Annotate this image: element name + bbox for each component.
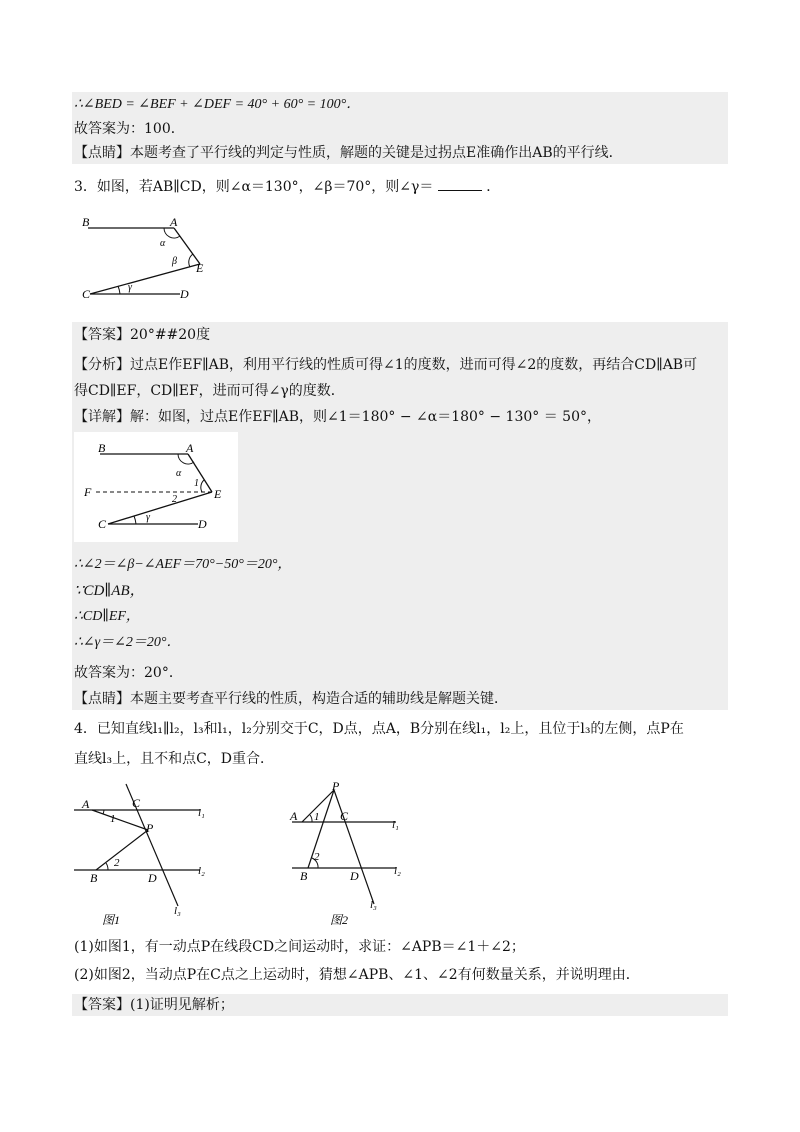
- q3-detail: 【详解】解：如图，过点E作EF∥AB，则∠1＝180° − ∠α＝180° − 130° ＝ 50°，: [74, 409, 601, 425]
- angle-1-arc: [310, 815, 312, 822]
- conclusion-line: ∴∠BED = ∠BEF + ∠DEF = 40° + 60° = 100°．: [74, 97, 361, 112]
- line-bp: [308, 790, 334, 868]
- label-l1: l₁: [198, 807, 205, 819]
- label-l3: l₃: [370, 899, 377, 911]
- q4-sub-2: (2)如图2，当动点P在C点之上运动时，猜想∠APB、∠1、∠2有何数量关系，并说明理由．: [74, 967, 640, 983]
- answer-blank: [438, 176, 482, 191]
- label-a: A: [170, 215, 178, 229]
- label-alpha: α: [176, 468, 182, 479]
- label-gamma: γ: [146, 512, 150, 523]
- label-a: A: [290, 809, 298, 823]
- q3-step-2: ∵CD∥AB，: [74, 583, 145, 599]
- q3-step-3: ∴CD∥EF，: [74, 609, 140, 624]
- label-1: 1: [194, 478, 199, 489]
- label-b: B: [90, 871, 98, 885]
- q3-analysis-2: 得CD∥EF，CD∥EF，进而可得∠γ的度数．: [74, 383, 345, 399]
- label-1: 1: [110, 813, 116, 825]
- label-l2: l₂: [198, 865, 205, 877]
- q3-dianjing: 【点睛】本题主要考查平行线的性质，构造合适的辅助线是解题关键．: [74, 691, 508, 707]
- label-b: B: [98, 441, 106, 455]
- q3-answer: 【答案】20°##20度: [74, 327, 211, 343]
- label-e: E: [196, 261, 204, 275]
- line-ce: [108, 492, 212, 524]
- gamma-arc: [118, 286, 120, 294]
- caption-fig2: 图2: [330, 913, 349, 927]
- q4-figure-1: [70, 780, 220, 930]
- label-b: B: [82, 215, 90, 229]
- label-1: 1: [314, 811, 320, 823]
- line-bp: [96, 830, 148, 870]
- angle-1-arc: [201, 480, 204, 492]
- angle-2-arc: [106, 863, 108, 870]
- label-gamma: γ: [128, 282, 132, 293]
- q4-figure-2: [288, 780, 418, 930]
- label-c: C: [98, 517, 107, 531]
- label-d: D: [148, 871, 157, 885]
- label-d: D: [198, 517, 207, 531]
- answer-line: 故答案为：100．: [74, 121, 185, 137]
- label-2: 2: [172, 494, 177, 505]
- label-e: E: [214, 487, 222, 501]
- caption-fig1: 图1: [102, 913, 121, 927]
- label-alpha: α: [160, 238, 166, 249]
- label-c: C: [340, 809, 349, 823]
- label-l2: l₂: [394, 865, 401, 877]
- label-p: P: [146, 821, 154, 835]
- q4-sub-1: (1)如图1，有一动点P在线段CD之间运动时，求证：∠APB＝∠1＋∠2；: [74, 939, 525, 955]
- q4-answer: 【答案】(1)证明见解析；: [74, 997, 234, 1013]
- label-c: C: [132, 796, 141, 810]
- label-d: D: [180, 287, 189, 301]
- label-a: A: [82, 797, 90, 811]
- label-b: B: [300, 869, 308, 883]
- label-a: A: [186, 441, 194, 455]
- label-c: C: [82, 287, 91, 301]
- label-f: F: [84, 485, 92, 499]
- label-2: 2: [314, 851, 320, 863]
- q3-step-1: ∴∠2＝∠β−∠AEF＝70°−50°＝20°，: [74, 557, 292, 572]
- line-ap: [92, 810, 148, 830]
- label-p: P: [332, 779, 340, 793]
- q3-figure-1: [80, 214, 230, 306]
- label-l1: l₁: [392, 819, 399, 831]
- q3-analysis-1: 【分析】过点E作EF∥AB，利用平行线的性质可得∠1的度数，进而可得∠2的度数，再结合CD∥AB可: [74, 357, 698, 373]
- line-ae: [188, 454, 212, 492]
- label-d: D: [350, 869, 359, 883]
- q4-stem-1: 4．已知直线l₁∥l₂，l₃和l₁，l₂分别交于C，D点，点A，B分别在线l₁，l₂上，且位于l₃的左侧，点P在: [74, 721, 684, 737]
- gamma-arc: [134, 516, 136, 524]
- q3-step-4: ∴∠γ＝∠2＝20°．: [74, 635, 181, 650]
- q3-stem-end: ．: [486, 179, 501, 195]
- label-beta: β: [172, 256, 177, 267]
- label-l3: l₃: [174, 905, 181, 917]
- beta-arc: [189, 254, 193, 267]
- q3-stem: [74, 176, 500, 198]
- line-l3: [334, 790, 374, 904]
- q3-figure-2: [82, 440, 242, 540]
- q3-final-answer: 故答案为：20°．: [74, 665, 183, 681]
- q4-stem-2: 直线l₃上，且不和点C，D重合．: [74, 751, 275, 767]
- dianjing-note: 【点睛】本题考查了平行线的判定与性质，解题的关键是过拐点E准确作出AB的平行线．: [74, 145, 623, 161]
- line-ae: [174, 228, 200, 264]
- q3-stem-text: 3．如图，若AB∥CD，则∠α＝130°，∠β＝70°，则∠γ＝: [74, 179, 434, 195]
- label-2: 2: [114, 857, 120, 869]
